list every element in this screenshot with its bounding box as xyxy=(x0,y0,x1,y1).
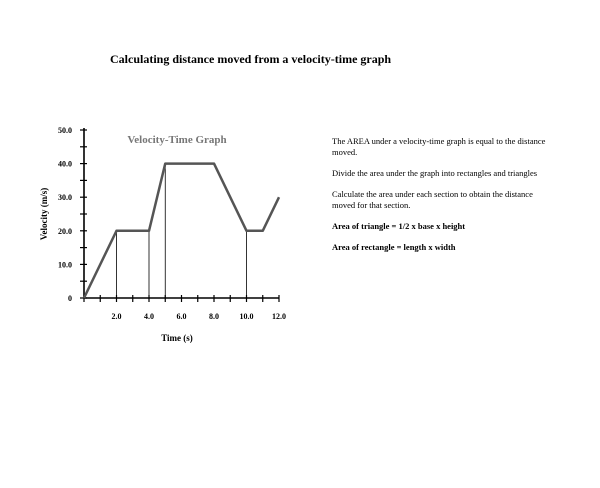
y-tick-label: 10.0 xyxy=(58,260,72,270)
x-tick-label: 10.0 xyxy=(239,312,254,321)
y-axis-label: Velocity (m/s) xyxy=(39,187,49,241)
x-tick-label: 12.0 xyxy=(272,312,286,321)
tick-labels xyxy=(58,126,286,321)
x-tick-label: 8.0 xyxy=(209,312,219,321)
x-tick-label: 6.0 xyxy=(176,312,187,321)
axis-ticks xyxy=(80,130,279,302)
explanation-divide-step: Divide the area under the graph into rectangles and triangles xyxy=(332,168,538,178)
rectangle-formula: Area of rectangle = length x width xyxy=(332,242,456,252)
chart-axes xyxy=(84,128,279,298)
explanation-panel xyxy=(332,136,554,263)
explanation-area-rule: The AREA under a velocity-time graph is equal to the distance moved. xyxy=(332,136,546,157)
x-axis-label: Time (s) xyxy=(161,333,193,343)
explanation-calculate-step: Calculate the area under each section to obtain the distance moved for that section. xyxy=(332,189,533,210)
velocity-series-line xyxy=(84,164,279,298)
chart-title: Velocity-Time Graph xyxy=(127,134,227,146)
x-tick-label: 2.0 xyxy=(111,312,122,321)
y-tick-label: 40.0 xyxy=(58,159,72,169)
page-title: Calculating distance moved from a velocity-time graph xyxy=(110,52,392,66)
y-tick-label: 50.0 xyxy=(58,126,72,135)
x-tick-label: 4.0 xyxy=(144,312,154,321)
y-tick-label: 30.0 xyxy=(58,193,72,203)
series-group xyxy=(84,164,279,298)
triangle-formula: Area of triangle = 1/2 x base x height xyxy=(332,221,466,231)
y-tick-label: 0 xyxy=(68,294,72,303)
y-tick-label: 20.0 xyxy=(58,226,72,236)
